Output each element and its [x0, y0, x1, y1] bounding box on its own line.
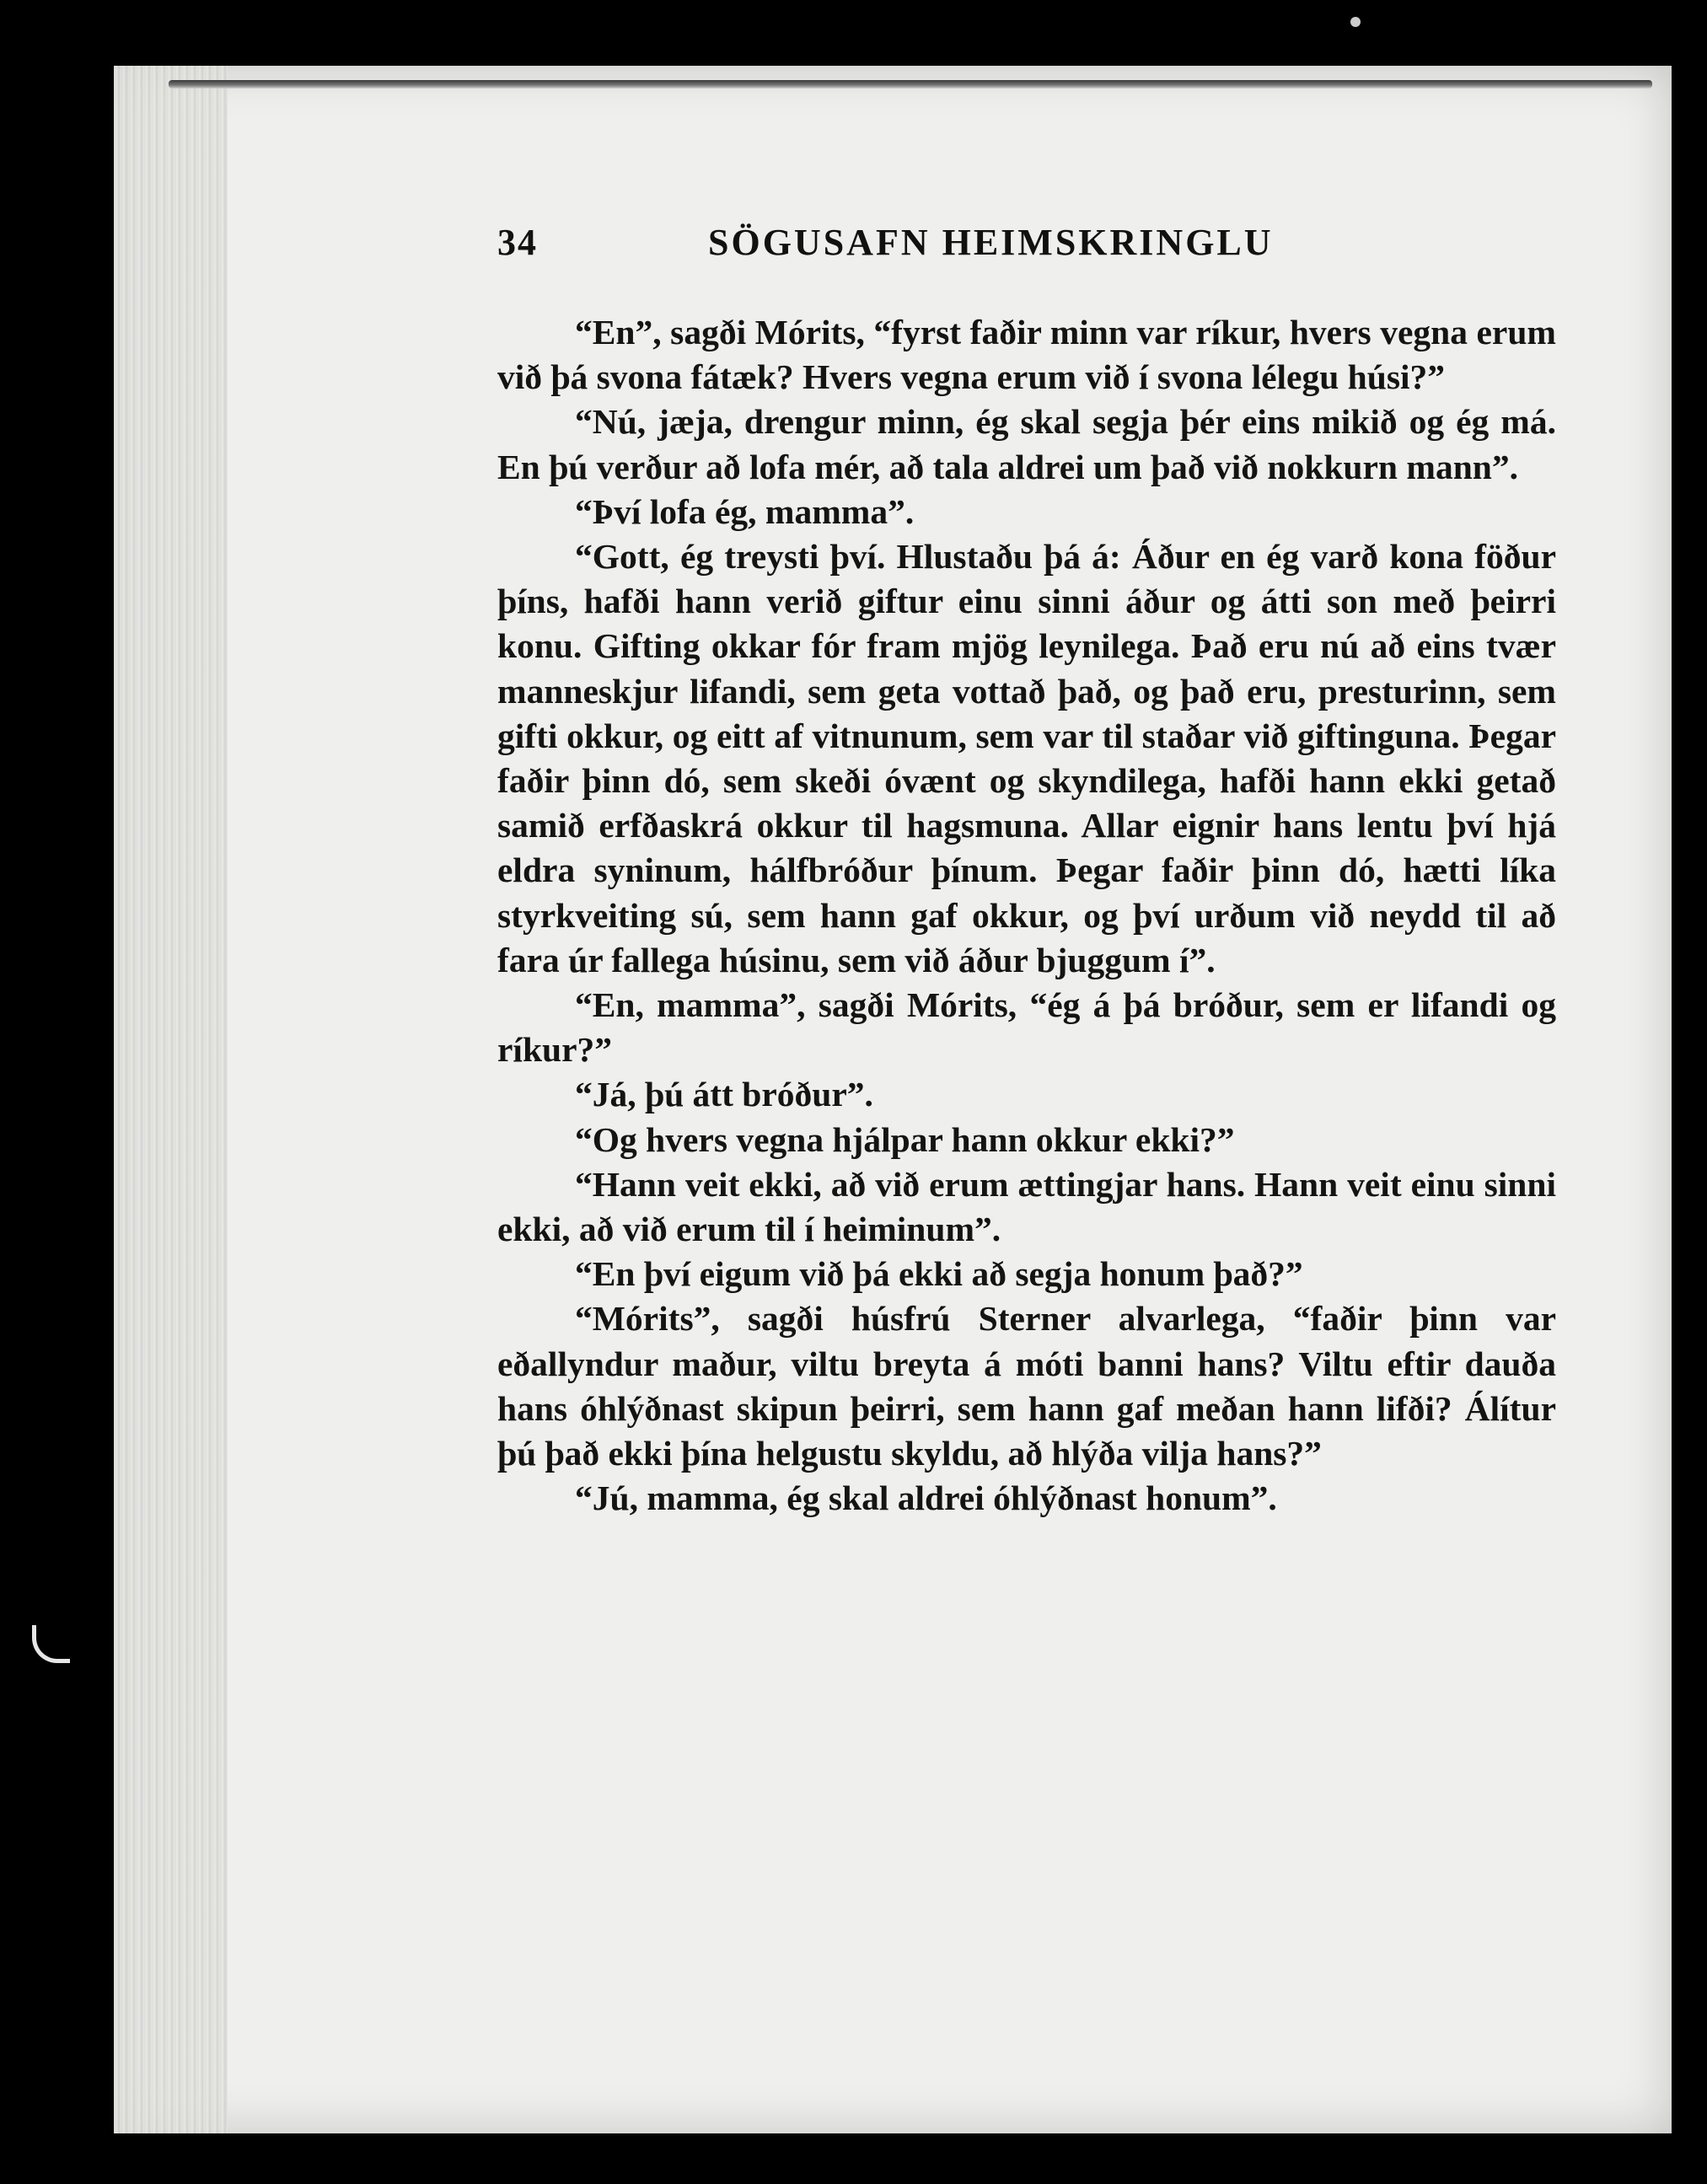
running-title: SÖGUSAFN HEIMSKRINGLU	[708, 222, 1274, 263]
page-header	[497, 221, 1354, 271]
paragraph: “Já, þú átt bróður”.	[575, 1075, 873, 1114]
page-number: 34	[497, 222, 538, 263]
paragraph: “En, mamma”, sagði Mórits, “ég á þá bróður, sem er lifandi og ríkur?”	[497, 985, 1556, 1070]
paragraph: “En”, sagði Mórits, “fyrst faðir minn var ríkur, hvers vegna erum við þá svona fátæk? Hvers vegna erum við í svona lélegu húsi?”	[497, 313, 1556, 397]
paragraph: “Hann veit ekki, að við erum ættingjar hans. Hann veit einu sinni ekki, að við erum til í heiminum”.	[497, 1164, 1556, 1249]
scan-speck	[1350, 17, 1361, 27]
paragraph: “Jú, mamma, ég skal aldrei óhlýðnast honum”.	[575, 1478, 1277, 1518]
paragraph: “Því lofa ég, mamma”.	[575, 491, 915, 531]
paragraph: “Mórits”, sagði húsfrú Sterner alvarlega, “faðir þinn var eðallyndur maður, viltu breyta á móti banni hans? Viltu eftir dauða hans óhlýðnast skipun þeirri, sem hann gaf meðan hann lifði? Álítur þú það ekki þína helgustu skyldu, að hlýða vilja hans?”	[497, 1299, 1556, 1473]
paragraph: “Og hvers vegna hjálpar hann okkur ekki?”	[575, 1119, 1235, 1159]
paragraph: “Gott, ég treysti því. Hlustaðu þá á: Áður en ég varð kona föður þíns, hafði hann verið giftur einu sinni áður og átti son með þeirri konu. Gifting okkar fór fram mjög leynilega. Það eru nú að eins tvær manneskjur lifandi, sem geta vottað það, og það eru, presturinn, sem gifti okkur, og eitt af vitnunum, sem var til staðar við giftinguna. Þegar faðir þinn dó, sem skeði óvænt og skyndilega, hafði hann ekki getað samið erfðaskrá okkur til hagsmuna. Allar eignir hans lentu því hjá eldra syninum, hálfbróður þínum. Þegar faðir þinn dó, hætti líka styrkveiting sú, sem hann gaf okkur, og því urðum við neydd til að fara úr fallega húsinu, sem við áður bjuggum í”.	[497, 537, 1556, 979]
paragraph: “En því eigum við þá ekki að segja honum það?”	[575, 1254, 1303, 1294]
page-top-edge	[169, 80, 1652, 89]
page-stack-edges	[114, 66, 228, 2133]
body-text	[497, 310, 1556, 1521]
scan-artifact-mark	[32, 1625, 70, 1663]
paragraph: “Nú, jæja, drengur minn, ég skal segja þér eins mikið og ég má. En þú verður að lofa mér, að tala aldrei um það við nokkurn mann”.	[497, 402, 1556, 486]
